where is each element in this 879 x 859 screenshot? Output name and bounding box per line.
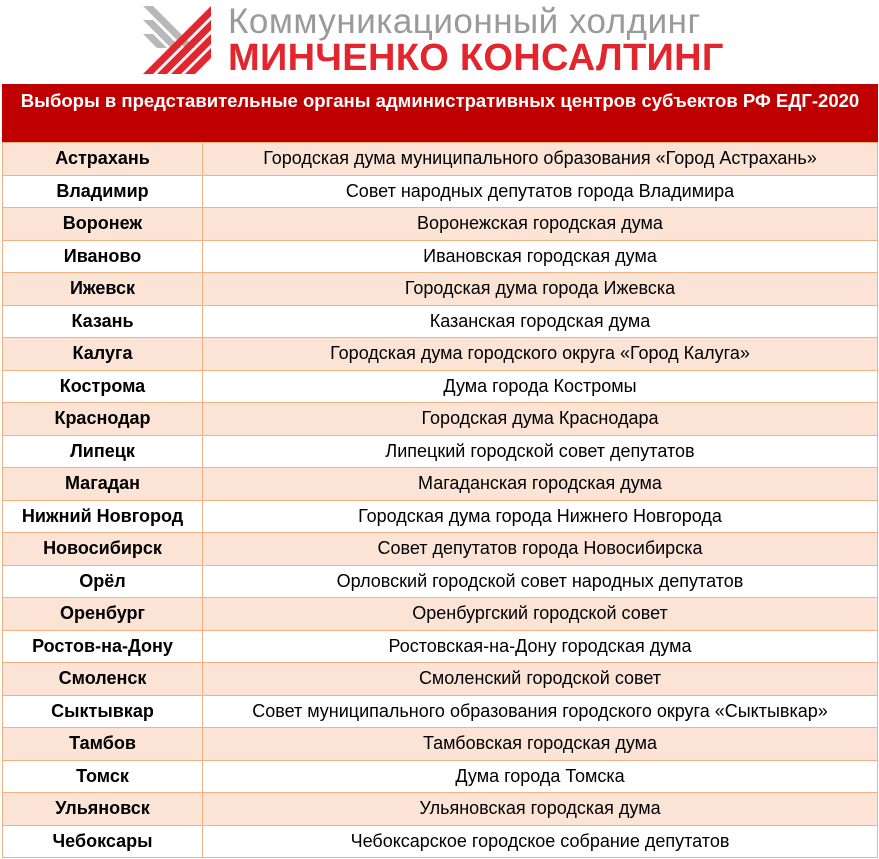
- city-cell: Чебоксары: [3, 825, 203, 858]
- council-cell: Чебоксарское городское собрание депутатов: [203, 825, 878, 858]
- city-cell: Казань: [3, 305, 203, 338]
- table-row: [3, 175, 878, 208]
- council-cell: Магаданская городская дума: [203, 468, 878, 501]
- table-row: [3, 338, 878, 371]
- table-row: [3, 663, 878, 696]
- table-row: [3, 273, 878, 306]
- city-cell: Тамбов: [3, 728, 203, 761]
- table-row: [3, 208, 878, 241]
- council-cell: Оренбургский городской совет: [203, 598, 878, 631]
- table-row: [3, 435, 878, 468]
- council-cell: Совет депутатов города Новосибирска: [203, 533, 878, 566]
- brand-header: [0, 0, 879, 84]
- council-cell: Совет народных депутатов города Владимира: [203, 175, 878, 208]
- table-row: [3, 565, 878, 598]
- elections-table-body: [2, 142, 878, 858]
- city-cell: Магадан: [3, 468, 203, 501]
- city-cell: Сыктывкар: [3, 695, 203, 728]
- council-cell: Городская дума муниципального образования «Город Астрахань»: [203, 143, 878, 176]
- table-row: [3, 468, 878, 501]
- elections-table: [2, 84, 878, 858]
- city-cell: Ульяновск: [3, 793, 203, 826]
- city-cell: Новосибирск: [3, 533, 203, 566]
- table-row: [3, 825, 878, 858]
- table-row: [3, 695, 878, 728]
- council-cell: Городская дума города Ижевска: [203, 273, 878, 306]
- council-cell: Казанская городская дума: [203, 305, 878, 338]
- table-row: [3, 403, 878, 436]
- council-cell: Воронежская городская дума: [203, 208, 878, 241]
- city-cell: Нижний Новгород: [3, 500, 203, 533]
- council-cell: Совет муниципального образования городского округа «Сыктывкар»: [203, 695, 878, 728]
- table-row: [3, 793, 878, 826]
- city-cell: Астрахань: [3, 143, 203, 176]
- table-title: Выборы в представительные органы административных центров субъектов РФ ЕДГ-2020: [2, 84, 878, 142]
- table-row: [3, 728, 878, 761]
- table-row: [3, 240, 878, 273]
- table-row: [3, 143, 878, 176]
- table-row: [3, 598, 878, 631]
- city-cell: Владимир: [3, 175, 203, 208]
- table-row: [3, 630, 878, 663]
- council-cell: Городская дума Краснодара: [203, 403, 878, 436]
- city-cell: Краснодар: [3, 403, 203, 436]
- table-row: [3, 305, 878, 338]
- city-cell: Калуга: [3, 338, 203, 371]
- logo-stripes-icon: [143, 6, 211, 74]
- council-cell: Ивановская городская дума: [203, 240, 878, 273]
- table-row: [3, 760, 878, 793]
- city-cell: Орёл: [3, 565, 203, 598]
- council-cell: Дума города Томска: [203, 760, 878, 793]
- council-cell: Дума города Костромы: [203, 370, 878, 403]
- council-cell: Липецкий городской совет депутатов: [203, 435, 878, 468]
- brand-subtitle: Коммуникационный холдинг: [228, 2, 701, 41]
- council-cell: Ульяновская городская дума: [203, 793, 878, 826]
- council-cell: Городская дума города Нижнего Новгорода: [203, 500, 878, 533]
- city-cell: Ижевск: [3, 273, 203, 306]
- table-row: [3, 500, 878, 533]
- council-cell: Городская дума городского округа «Город Калуга»: [203, 338, 878, 371]
- table-row: [3, 370, 878, 403]
- council-cell: Тамбовская городская дума: [203, 728, 878, 761]
- city-cell: Липецк: [3, 435, 203, 468]
- brand-name: МИНЧЕНКО КОНСАЛТИНГ: [228, 37, 724, 79]
- city-cell: Иваново: [3, 240, 203, 273]
- council-cell: Смоленский городской совет: [203, 663, 878, 696]
- city-cell: Смоленск: [3, 663, 203, 696]
- table-row: [3, 533, 878, 566]
- council-cell: Ростовская-на-Дону городская дума: [203, 630, 878, 663]
- council-cell: Орловский городской совет народных депутатов: [203, 565, 878, 598]
- city-cell: Томск: [3, 760, 203, 793]
- city-cell: Оренбург: [3, 598, 203, 631]
- city-cell: Воронеж: [3, 208, 203, 241]
- city-cell: Кострома: [3, 370, 203, 403]
- city-cell: Ростов-на-Дону: [3, 630, 203, 663]
